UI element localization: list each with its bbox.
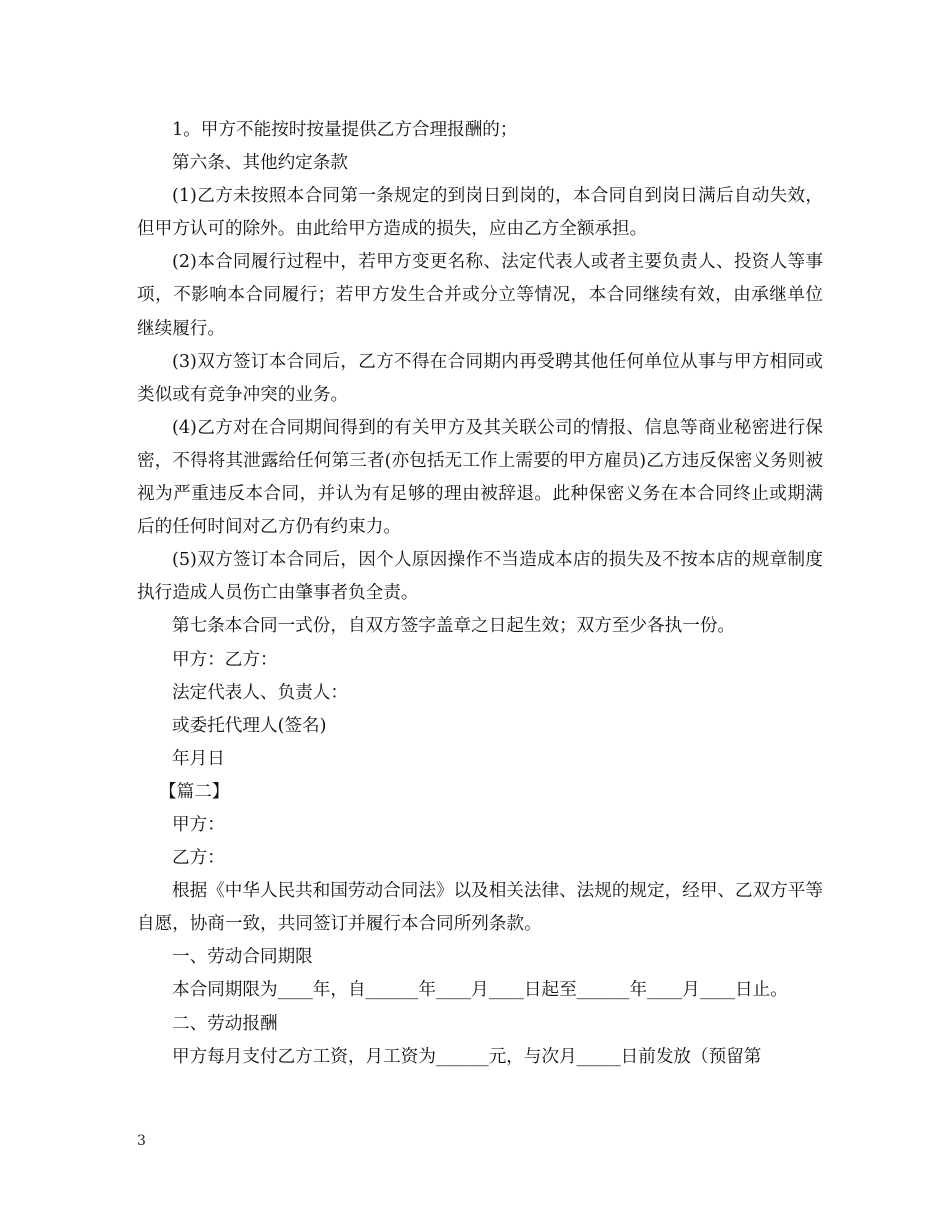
document-body (137, 114, 823, 1074)
section-heading-pay: 二、劳动报酬 (172, 1013, 278, 1034)
party-a: 甲方： (172, 814, 225, 835)
party-b: 乙方： (172, 848, 225, 869)
signature-date: 年月日 (172, 748, 225, 769)
signature-agent: 或委托代理人(签名) (172, 715, 327, 736)
paragraph: (4)乙方对在合同期间得到的有关甲方及其关联公司的情报、信息等商业秘密进行保密，不得将其泄露给任何第三者(亦包括无工作上需要的甲方雇员)乙方违反保密义务则被视为严重违反本合同，并认为有足够的理由被辞退。此种保密义务在本合同终止或期满后的任何时间对乙方仍有约束力。 (137, 417, 823, 538)
signature-parties: 甲方：乙方： (172, 649, 278, 670)
paragraph: (1)乙方未按照本合同第一条规定的到岗日到岗的，本合同自到岗日满后自动失效，但甲方认可的除外。由此给甲方造成的损失，应由乙方全额承担。 (137, 186, 823, 240)
paragraph-term: 本合同期限为____年，自______年____月____日起至______年____月____日止。 (172, 980, 788, 1001)
section-heading-article-6: 第六条、其他约定条款 (172, 153, 348, 174)
paragraph: (2)本合同履行过程中，若甲方变更名称、法定代表人或者主要负责人、投资人等事项，不影响本合同履行；若甲方发生合并或分立等情况，本合同继续有效，由承继单位继续履行。 (137, 252, 823, 339)
paragraph-pay: 甲方每月支付乙方工资，月工资为______元，与次月_____日前发放（预留第 (172, 1046, 762, 1067)
signature-legal-representative: 法定代表人、负责人： (172, 682, 348, 703)
paragraph: (3)双方签订本合同后，乙方不得在合同期内再受聘其他任何单位从事与甲方相同或类似或有竞争冲突的业务。 (137, 351, 823, 405)
paragraph: (5)双方签订本合同后，因个人原因操作不当造成本店的损失及不按本店的规章制度执行造成人员伤亡由肇事者负全责。 (137, 550, 823, 604)
section-heading-article-7: 第七条本合同一式份，自双方签字盖章之日起生效；双方至少各执一份。 (172, 616, 736, 637)
section-heading-term: 一、劳动合同期限 (172, 947, 313, 968)
paragraph: 1。甲方不能按时按量提供乙方合理报酬的； (172, 120, 518, 140)
page-number: 3 (137, 1133, 146, 1149)
paragraph: 根据《中华人民共和国劳动合同法》以及相关法律、法规的规定，经甲、乙双方平等自愿，协商一致，共同签订并履行本合同所列条款。 (137, 881, 823, 935)
part-heading: 【篇二】 (159, 781, 230, 802)
